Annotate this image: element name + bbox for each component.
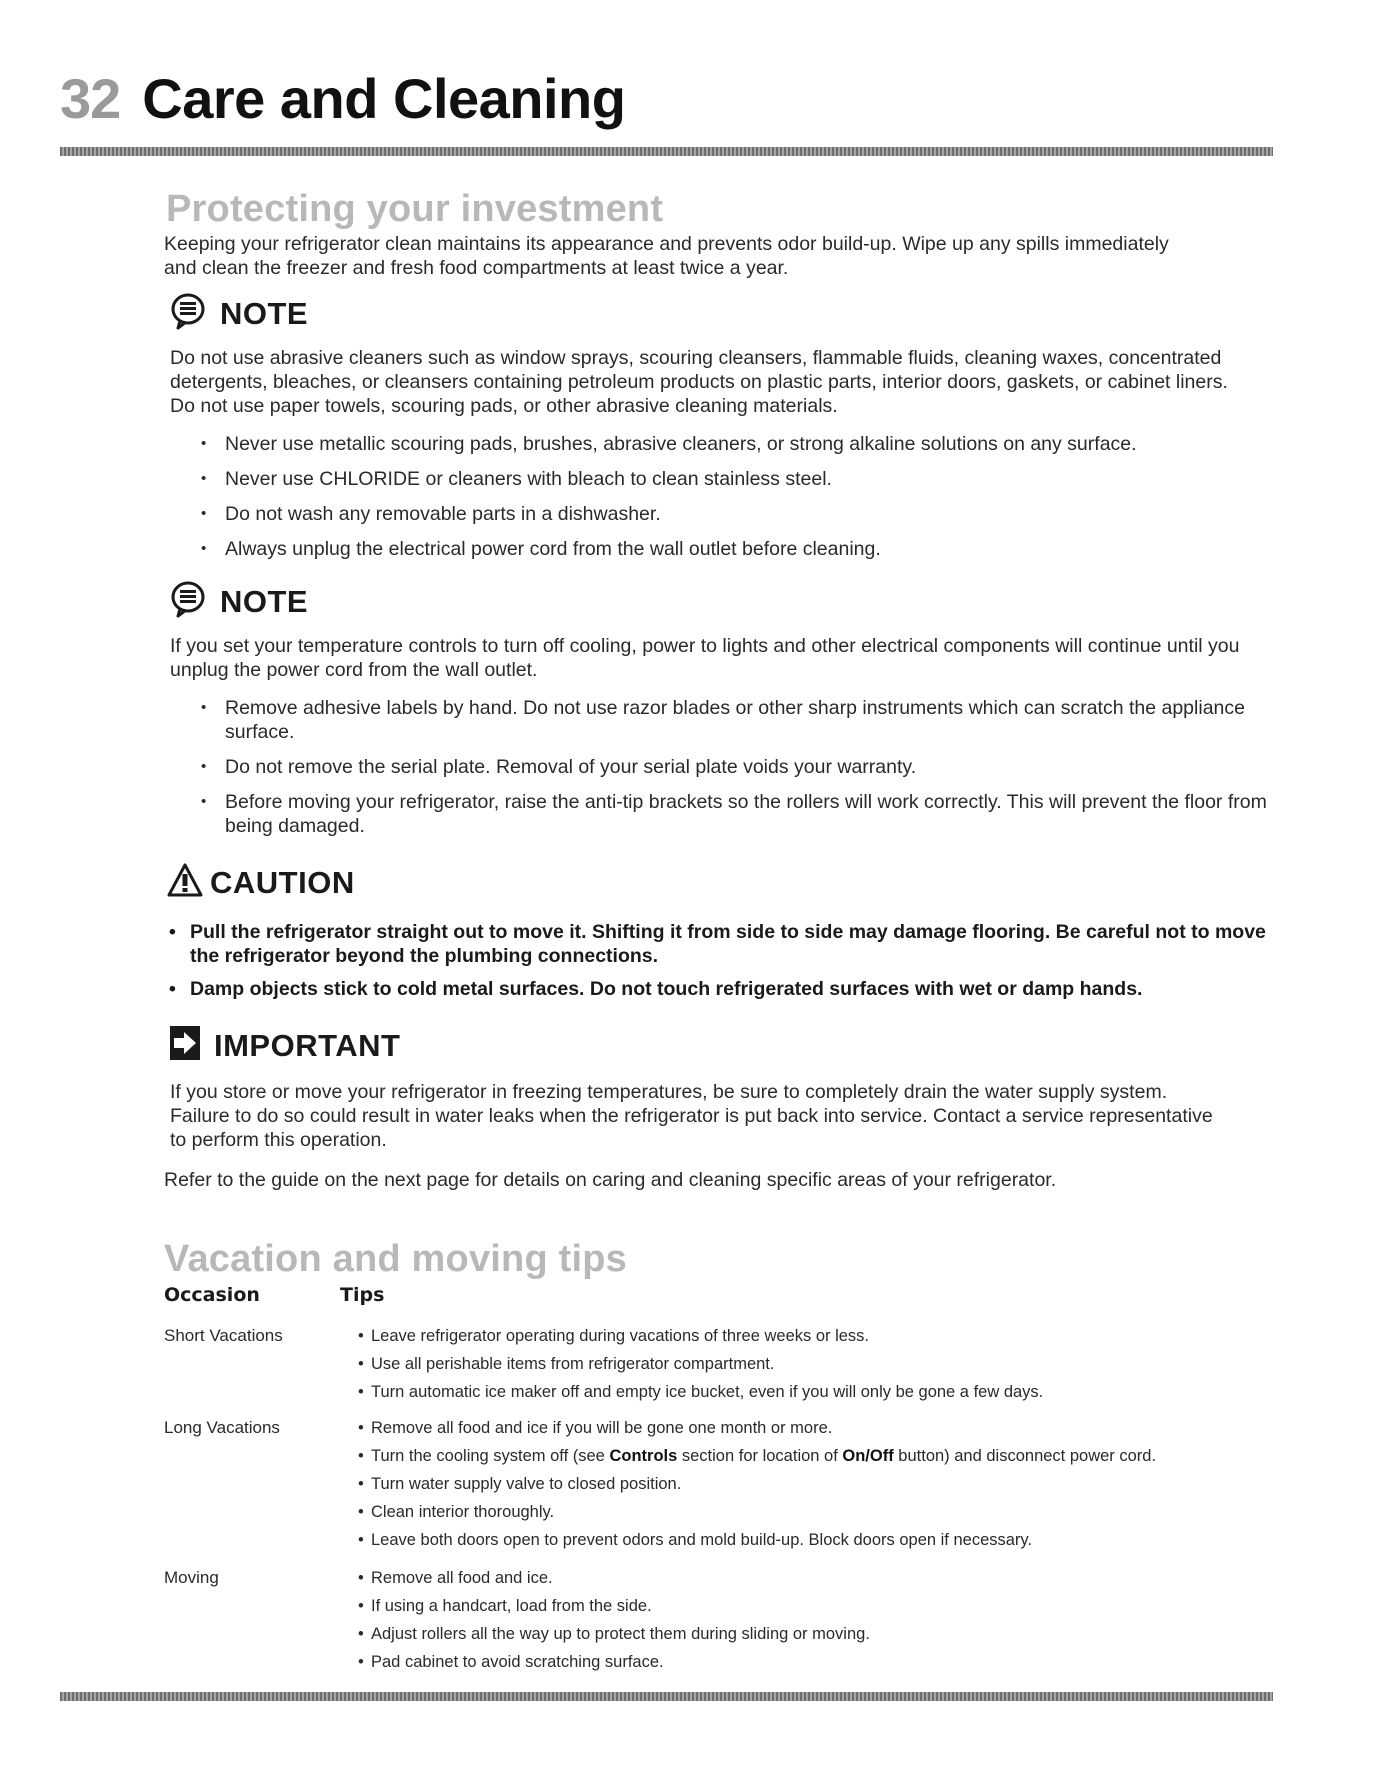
list-item: • Do not wash any removable parts in a dishwasher. xyxy=(170,502,1260,526)
on-off-reference: On/Off xyxy=(842,1447,894,1465)
tip-text: Turn the cooling system off (see xyxy=(371,1447,610,1465)
important-text: If you store or move your refrigerator in freezing temperatures, be sure to completely drain the water supply system. Failure to do so could result in water leaks when the refrigerator is put back into service. Contact a service representative to perform this operation. xyxy=(170,1081,1213,1151)
note-2-bullets xyxy=(170,696,1280,849)
list-item: • Damp objects stick to cold metal surfaces. Do not touch refrigerated surfaces with wet or damp hands. xyxy=(163,977,1268,1001)
tips-list xyxy=(358,1564,1274,1676)
page-title: Care and Cleaning xyxy=(142,67,626,130)
caution-heading xyxy=(166,862,355,903)
list-item: • Pull the refrigerator straight out to move it. Shifting it from side to side may damage flooring. Be careful not to move the refrigerator beyond the plumbing connections. xyxy=(163,920,1268,968)
list-item: • Clean interior thoroughly. xyxy=(358,1498,1274,1526)
list-item: • Always unplug the electrical power cord from the wall outlet before cleaning. xyxy=(170,537,1260,561)
tip-text: button) and disconnect power cord. xyxy=(893,1447,1157,1465)
section-heading-vacation: Vacation and moving tips xyxy=(164,1238,627,1280)
list-item: • Pad cabinet to avoid scratching surface. xyxy=(358,1648,1274,1676)
list-item: • If using a handcart, load from the side. xyxy=(358,1592,1274,1620)
list-item: • Do not remove the serial plate. Removal of your serial plate voids your warranty. xyxy=(170,755,1280,779)
note-label: NOTE xyxy=(220,295,309,331)
list-item: • Adjust rollers all the way up to protect them during sliding or moving. xyxy=(358,1620,1274,1648)
refer-paragraph: Refer to the guide on the next page for details on caring and cleaning specific areas of your refrigerator. xyxy=(164,1169,1057,1191)
table-row xyxy=(164,1414,1274,1554)
page-header xyxy=(60,66,625,131)
list-item: • Remove all food and ice. xyxy=(358,1564,1274,1592)
list-item: • Turn water supply valve to closed position. xyxy=(358,1470,1274,1498)
page-number: 32 xyxy=(60,67,121,130)
note-heading-2 xyxy=(170,580,308,623)
list-item: • Use all perishable items from refrigerator compartment. xyxy=(358,1350,1274,1378)
tips-list xyxy=(358,1414,1274,1554)
tips-list xyxy=(358,1322,1274,1406)
list-item: • Never use metallic scouring pads, brushes, abrasive cleaners, or strong alkaline solutions on any surface. xyxy=(170,432,1260,456)
tip-text: section for location of xyxy=(677,1447,843,1465)
list-item: • Remove adhesive labels by hand. Do not use razor blades or other sharp instruments which can scratch the appliance surface. xyxy=(170,696,1280,744)
note-icon xyxy=(170,292,206,335)
note-2-text: If you set your temperature controls to turn off cooling, power to lights and other electrical components will continue until you unplug the power cord from the wall outlet. xyxy=(170,635,1240,681)
column-header-tips: Tips xyxy=(340,1284,385,1306)
list-item: • Never use CHLORIDE or cleaners with bleach to clean stainless steel. xyxy=(170,467,1260,491)
occasion-label: Short Vacations xyxy=(164,1326,283,1345)
header-rule xyxy=(60,147,1273,156)
occasion-label: Moving xyxy=(164,1568,219,1587)
note-icon xyxy=(170,580,206,623)
list-item: • Before moving your refrigerator, raise the anti-tip brackets so the rollers will work correctly. This will prevent the floor from being damaged. xyxy=(170,790,1280,838)
note-label: NOTE xyxy=(220,583,309,619)
list-item xyxy=(358,1442,1274,1470)
column-header-occasion: Occasion xyxy=(164,1284,260,1306)
note-1-bullets xyxy=(170,432,1260,572)
list-item: • Leave refrigerator operating during vacations of three weeks or less. xyxy=(358,1322,1274,1350)
list-item: • Turn automatic ice maker off and empty ice bucket, even if you will only be gone a few days. xyxy=(358,1378,1274,1406)
important-heading xyxy=(170,1026,400,1065)
section-heading-protecting: Protecting your investment xyxy=(166,188,664,230)
controls-reference: Controls xyxy=(609,1447,678,1465)
caution-bullets xyxy=(163,920,1268,1010)
intro-paragraph: Keeping your refrigerator clean maintains its appearance and prevents odor build-up. Wipe up any spills immediately and clean the freezer and fresh food compartments at least twice a year. xyxy=(164,233,1169,279)
note-1-text: Do not use abrasive cleaners such as window sprays, scouring cleansers, flammable fluids, cleaning waxes, concentrated detergents, bleaches, or cleansers containing petroleum products on plastic parts, interior doors, gaskets, or cabinet liners. Do not use paper towels, scouring pads, or other abrasive cleaning materials. xyxy=(170,347,1228,417)
arrow-box-icon xyxy=(170,1026,200,1065)
warning-triangle-icon xyxy=(166,862,204,903)
caution-label: CAUTION xyxy=(210,864,355,900)
list-item: • Leave both doors open to prevent odors and mold build-up. Block doors open if necessary. xyxy=(358,1526,1274,1554)
occasion-label: Long Vacations xyxy=(164,1418,280,1437)
list-item: • Remove all food and ice if you will be gone one month or more. xyxy=(358,1414,1274,1442)
important-label: IMPORTANT xyxy=(214,1027,401,1063)
table-row xyxy=(164,1322,1274,1406)
footer-rule xyxy=(60,1692,1273,1701)
table-row xyxy=(164,1564,1274,1676)
note-heading-1 xyxy=(170,292,308,335)
